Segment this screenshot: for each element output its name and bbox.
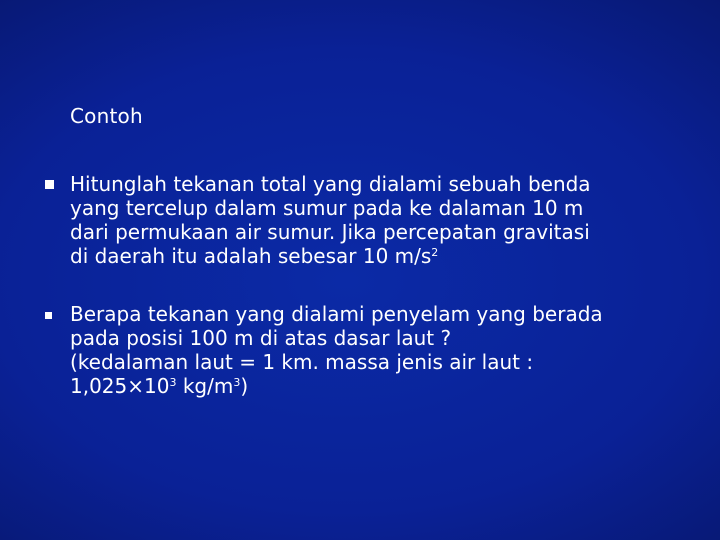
bullet-1-line-2: yang tercelup dalam sumur pada ke dalaman 10 m xyxy=(70,196,584,220)
bullet-1-line-4 xyxy=(70,244,680,268)
slide-title: Contoh xyxy=(70,104,143,128)
bullet-2-line-2: pada posisi 100 m di atas dasar laut ? xyxy=(70,326,452,350)
filled-square-bullet-icon xyxy=(45,180,54,189)
bullet-2-line-4-suffix: ) xyxy=(240,374,249,398)
bullet-2-line-4 xyxy=(70,374,680,398)
bullet-2-line-4-prefix: 1,025×10 xyxy=(70,374,170,398)
bullet-item-1 xyxy=(70,172,680,268)
bullet-1-line-3: dari permukaan air sumur. Jika percepatan gravitasi xyxy=(70,220,590,244)
bullet-item-2 xyxy=(70,302,680,398)
bullet-1-line-1: Hitunglah tekanan total yang dialami sebuah benda xyxy=(70,172,591,196)
small-square-bullet-icon xyxy=(45,312,52,319)
superscript-3-b: 3 xyxy=(233,376,241,389)
superscript-3-a: 3 xyxy=(169,376,177,389)
bullet-2-line-3: (kedalaman laut = 1 km. massa jenis air laut : xyxy=(70,350,534,374)
bullet-2-line-4-mid: kg/m xyxy=(176,374,234,398)
superscript-2: 2 xyxy=(431,246,439,259)
bullet-1-line-4-text: di daerah itu adalah sebesar 10 m/s xyxy=(70,244,432,268)
bullet-2-line-1: Berapa tekanan yang dialami penyelam yang berada xyxy=(70,302,603,326)
